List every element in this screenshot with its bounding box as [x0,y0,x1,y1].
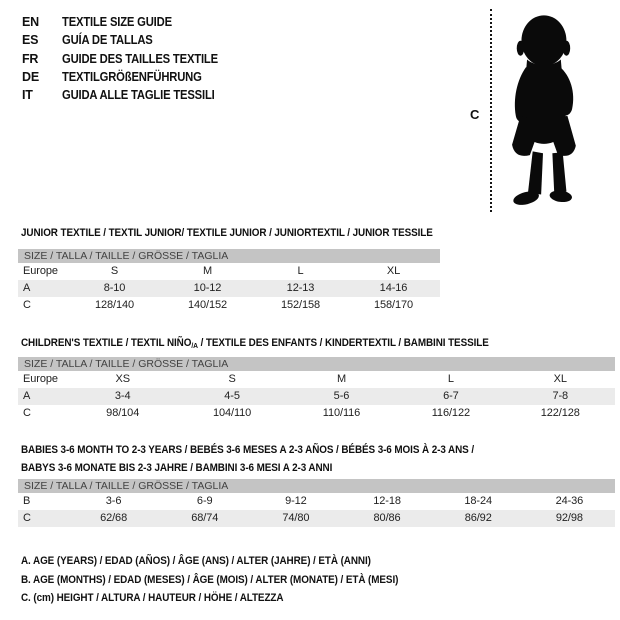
age-cell: 24-36 [555,495,584,507]
height-cell: 116/122 [431,407,470,419]
children-size-table [18,357,615,422]
guide-title: GUIDA ALLE TAGLIE TESSILI [62,88,215,103]
guide-title: TEXTILGRÖßENFÜHRUNG [62,69,202,84]
babies-title-line1: BABIES 3-6 MONTH TO 2-3 YEARS / BEBÉS 3-6 MESES A 2-3 AÑOS / BÉBÉS 3-6 MOIS À 2-3 ANS / [21,444,474,456]
table-row-europe [18,371,615,388]
lang-code: EN [22,15,39,29]
size-cell: S [110,265,119,277]
babies-section-title [21,441,474,477]
height-cell: 74/80 [282,512,310,524]
junior-size-table [18,249,440,314]
table-row-age [18,388,615,405]
children-title-sub: /A [191,341,198,350]
table-row-height [18,405,615,422]
child-height-figure [455,5,615,220]
table-header-row [18,357,615,371]
row-label: C [23,512,31,524]
table-row-age [18,280,440,297]
table-header-row [18,479,615,493]
row-label: Europe [23,373,58,385]
table-row-height [18,510,615,527]
height-dotted-line [490,9,492,212]
toddler-silhouette-icon [498,7,588,215]
size-header-cell: SIZE / TALLA / TAILLE / GRÖSSE / TAGLIA [18,249,440,263]
row-label: C [23,299,31,311]
babies-size-table [18,479,615,527]
age-cell: 3-4 [114,390,131,402]
legend-footnotes [21,552,440,608]
age-cell: 10-12 [193,282,222,294]
size-header-cell: SIZE / TALLA / TAILLE / GRÖSSE / TAGLIA [18,357,615,371]
size-cell: M [336,373,347,385]
guide-title: GUIDE DES TAILLES TEXTILE [62,51,218,66]
height-cell: 98/104 [106,407,140,419]
height-cell: 128/140 [94,299,135,311]
height-measure-label: C [470,107,480,122]
height-cell: 104/110 [212,407,252,419]
age-cell: 9-12 [285,495,307,507]
size-cell: M [202,265,213,277]
size-cell: XS [115,373,130,385]
footnote-height: C. (cm) HEIGHT / ALTURA / HAUTEUR / HÖHE / ALTEZZA [21,592,284,604]
lang-row-es [22,33,235,51]
table-row-age-months [18,493,615,510]
size-header-cell: SIZE / TALLA / TAILLE / GRÖSSE / TAGLIA [18,479,615,493]
table-row-height [18,297,440,314]
size-cell: XL [386,265,401,277]
age-cell: 5-6 [333,390,350,402]
height-cell: 152/158 [280,299,321,311]
row-label: B [23,495,31,507]
height-cell: 140/152 [187,299,228,311]
height-cell: 86/92 [464,512,492,524]
height-cell: 68/74 [191,512,219,524]
language-title-list [22,15,235,106]
lang-row-de [22,70,235,88]
row-label: A [23,390,31,402]
age-cell: 6-7 [443,390,459,402]
row-label: Europe [23,265,58,277]
height-cell: 110/116 [322,407,361,419]
lang-row-fr [22,52,235,70]
age-cell: 4-5 [224,390,240,402]
babies-title-line2: BABYS 3-6 MONATE BIS 2-3 JAHRE / BAMBINI 3-6 MESI A 2-3 ANNI [21,462,333,474]
children-section-title [21,334,489,355]
footnote-age-months: B. AGE (MONTHS) / EDAD (MESES) / ÂGE (MOIS) / ALTER (MONATE) / ETÀ (MESI) [21,573,399,586]
size-cell: S [228,373,236,385]
height-cell: 122/128 [540,407,580,419]
lang-row-it [22,88,235,106]
size-cell: XL [553,373,567,385]
guide-title: GUÍA DE TALLAS [62,33,153,48]
age-cell: 3-6 [105,495,122,507]
table-header-row [18,249,440,263]
children-title-post: / TEXTILE DES ENFANTS / KINDERTEXTIL / BAMBINI TESSILE [197,337,489,349]
height-cell: 80/86 [373,512,401,524]
row-label: A [23,282,31,294]
lang-code: IT [22,88,33,103]
height-cell: 62/68 [100,512,128,524]
lang-code: FR [22,51,39,66]
age-cell: 12-18 [373,495,401,507]
guide-title: TEXTILE SIZE GUIDE [62,15,172,29]
age-cell: 12-13 [286,282,315,294]
height-cell: 158/170 [373,299,414,311]
table-row-europe [18,263,440,280]
age-cell: 18-24 [464,495,493,507]
age-cell: 8-10 [103,282,126,294]
lang-row-en [22,15,235,33]
age-cell: 6-9 [196,495,213,507]
children-title-pre: CHILDREN'S TEXTILE / TEXTIL NIÑO [21,337,192,349]
row-label: C [23,407,31,419]
size-cell: L [297,265,304,277]
junior-section-title: JUNIOR TEXTILE / TEXTIL JUNIOR/ TEXTILE JUNIOR / JUNIORTEXTIL / JUNIOR TESSILE [21,227,433,239]
size-cell: L [447,373,454,385]
height-cell: 92/98 [555,512,583,524]
age-cell: 7-8 [552,390,569,402]
lang-code: DE [22,69,39,84]
footnote-age-years: A. AGE (YEARS) / EDAD (AÑOS) / ÂGE (ANS) / ALTER (JAHRE) / ETÀ (ANNI) [21,555,371,567]
lang-code: ES [22,33,39,48]
age-cell: 14-16 [379,282,408,294]
